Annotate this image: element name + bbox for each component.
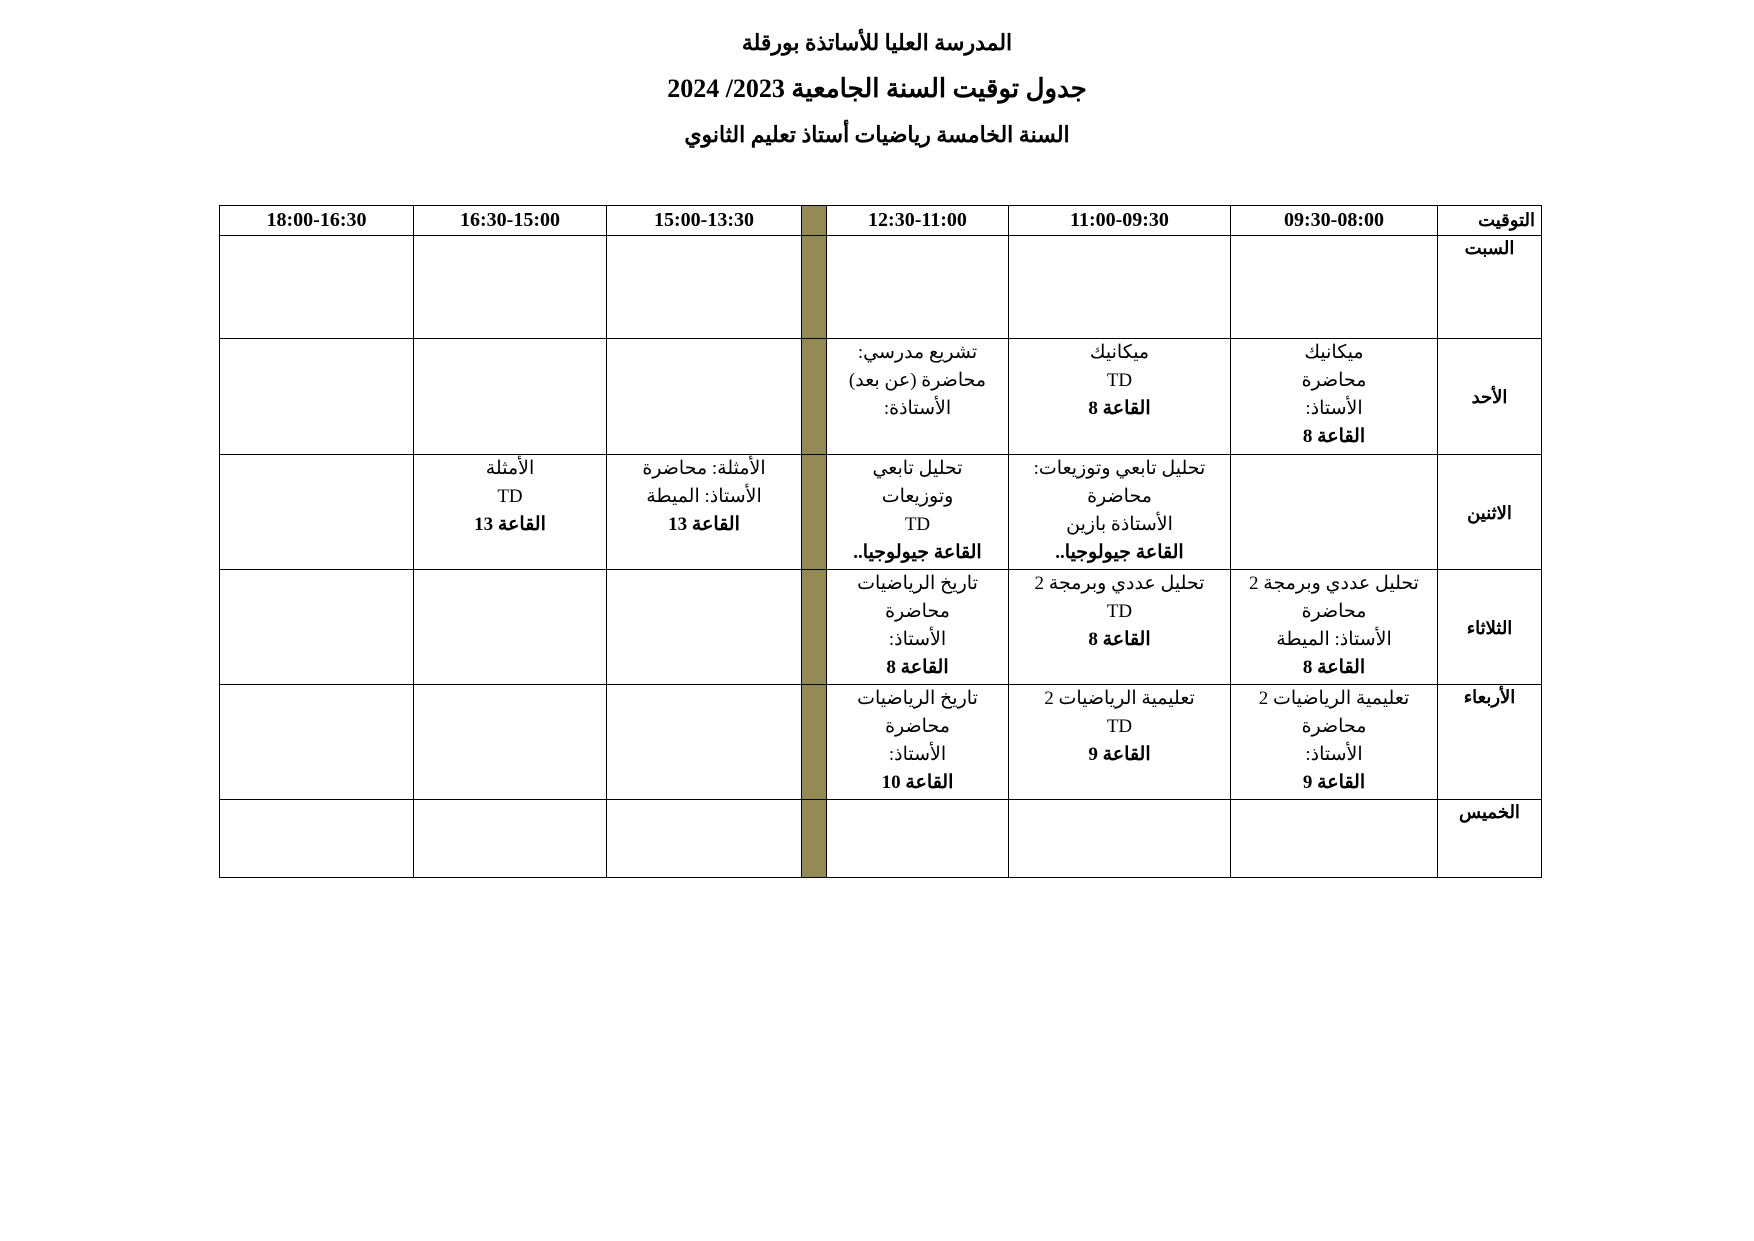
day-row (220, 800, 1542, 878)
session-text: ميكانيك (1304, 342, 1364, 363)
lunch-break-cell (802, 455, 827, 570)
session-cell (220, 455, 414, 570)
session-text: الأمثلة (485, 458, 535, 479)
session-text: الأستاذ: الميطة (1276, 629, 1392, 650)
day-label (1438, 800, 1542, 878)
session-text: محاضرة (عن بعد) (848, 370, 987, 391)
session-text: الأستاذ: (1305, 398, 1363, 419)
day-label (1438, 236, 1542, 339)
class-level: السنة الخامسة رياضيات أستاذ تعليم الثانوي (684, 122, 1070, 147)
lunch-break-cell (802, 339, 827, 455)
day-row (220, 570, 1542, 685)
session-text: TD (1106, 601, 1133, 622)
lunch-break-column (802, 206, 827, 236)
session-cell (220, 570, 414, 685)
session-text: الأستاذ: (888, 744, 947, 765)
room-label: القاعة 8 (1302, 426, 1366, 447)
time-slot-header: 09:30-08:00 (1231, 206, 1438, 236)
session-cell (414, 800, 607, 878)
session-text: تحليل عددي وبرمجة 2 (1249, 573, 1419, 594)
session-cell (827, 800, 1009, 878)
session-text: ميكانيك (1089, 342, 1150, 363)
session-text: الأستاذ: الميطة (646, 486, 762, 507)
day-row (220, 339, 1542, 455)
time-slot-header: 16:30-15:00 (414, 206, 607, 236)
session-cell (414, 455, 607, 570)
time-header-row (220, 206, 1542, 236)
session-cell (1231, 455, 1438, 570)
session-text: الأستاذة بازين (1066, 514, 1173, 535)
session-cell (827, 570, 1009, 685)
session-cell (220, 339, 414, 455)
room-label: القاعة 9 (1088, 744, 1151, 765)
session-text: تحليل عددي وبرمجة 2 (1034, 573, 1205, 594)
day-label (1438, 570, 1542, 685)
room-label: القاعة جيولوجيا.. (853, 542, 982, 563)
school-name: المدرسة العليا للأساتذة بورقلة (741, 30, 1013, 55)
room-label: القاعة 9 (1302, 772, 1366, 793)
day-row (220, 455, 1542, 570)
room-label: القاعة 8 (1088, 398, 1151, 419)
timetable-title: جدول توقيت السنة الجامعية 2023/ 2024 (667, 74, 1087, 103)
session-cell (607, 339, 802, 455)
session-cell (414, 685, 607, 800)
session-cell (827, 685, 1009, 800)
session-text: محاضرة (1301, 370, 1367, 391)
day-row (220, 685, 1542, 800)
timetable (219, 205, 1542, 878)
session-text: محاضرة (885, 716, 950, 737)
time-slot-header: 15:00-13:30 (607, 206, 802, 236)
session-text: محاضرة (1301, 601, 1367, 622)
session-text: الأستاذ: (888, 629, 947, 650)
room-label: القاعة جيولوجيا.. (1055, 542, 1184, 563)
session-cell (607, 685, 802, 800)
room-label: القاعة 13 (474, 514, 546, 535)
session-cell (607, 455, 802, 570)
session-text: الأستاذ: (1305, 744, 1363, 765)
session-cell (220, 236, 414, 339)
room-label: القاعة 10 (881, 772, 954, 793)
session-text: محاضرة (1087, 486, 1152, 507)
session-cell (1231, 236, 1438, 339)
session-text: تعليمية الرياضيات 2 (1258, 688, 1410, 709)
session-text: محاضرة (1301, 716, 1367, 737)
time-slot-header: 11:00-09:30 (1009, 206, 1231, 236)
session-text: وتوزيعات (881, 486, 954, 507)
day-label (1438, 685, 1542, 800)
session-cell (607, 570, 802, 685)
document-header (0, 30, 1754, 168)
session-cell (1009, 800, 1231, 878)
day-row (220, 236, 1542, 339)
lunch-break-cell (802, 685, 827, 800)
room-label: القاعة 13 (668, 514, 740, 535)
lunch-break-cell (802, 800, 827, 878)
day-label (1438, 455, 1542, 570)
session-cell (607, 800, 802, 878)
session-text: الأستاذة: (883, 398, 952, 419)
lunch-break-cell (802, 236, 827, 339)
time-slot-header: 12:30-11:00 (827, 206, 1009, 236)
session-text: تاريخ الرياضيات (857, 688, 978, 709)
day-name: الثلاثاء (1466, 617, 1513, 638)
lunch-break-cell (802, 570, 827, 685)
session-cell (1009, 339, 1231, 455)
session-cell (220, 800, 414, 878)
session-cell (1009, 236, 1231, 339)
session-cell (827, 455, 1009, 570)
day-label (1438, 339, 1542, 455)
session-cell (414, 339, 607, 455)
session-cell (827, 339, 1009, 455)
corner-label: التوقيت (1438, 206, 1542, 236)
session-text: TD (497, 486, 523, 507)
room-label: القاعة 8 (1088, 629, 1151, 650)
session-text: تعليمية الرياضيات 2 (1044, 688, 1195, 709)
session-cell (1231, 570, 1438, 685)
session-text: الأمثلة: محاضرة (642, 458, 766, 479)
session-cell (1009, 455, 1231, 570)
session-cell (414, 236, 607, 339)
room-label: القاعة 8 (1302, 657, 1366, 678)
day-name: الاثنين (1467, 502, 1512, 523)
session-cell (1009, 685, 1231, 800)
session-text: تاريخ الرياضيات (857, 573, 978, 594)
session-text: محاضرة (885, 601, 950, 622)
day-name: الأربعاء (1463, 687, 1516, 707)
session-cell (1231, 800, 1438, 878)
day-name: الأحد (1471, 387, 1508, 407)
session-cell (607, 236, 802, 339)
session-cell (1009, 570, 1231, 685)
session-text: تشريع مدرسي: (857, 342, 978, 363)
session-cell (1231, 685, 1438, 800)
session-text: TD (1106, 370, 1133, 391)
day-name: السبت (1464, 238, 1515, 258)
session-cell (1231, 339, 1438, 455)
session-text: TD (1106, 716, 1133, 737)
session-cell (827, 236, 1009, 339)
session-cell (220, 685, 414, 800)
session-text: تحليل تابعي وتوزيعات: (1033, 458, 1206, 479)
session-text: تحليل تابعي (872, 458, 963, 479)
day-name: الخميس (1459, 802, 1520, 822)
room-label: القاعة 8 (886, 657, 949, 678)
time-slot-header: 18:00-16:30 (220, 206, 414, 236)
session-text: TD (904, 514, 931, 535)
session-cell (414, 570, 607, 685)
